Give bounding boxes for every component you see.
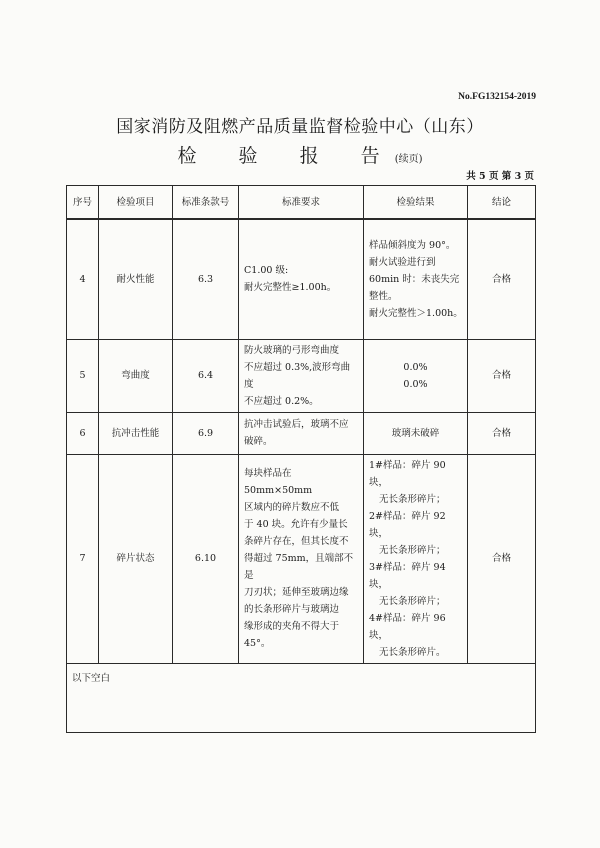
row-number: 4 [67,219,99,339]
result-line: 0.0% [403,361,428,373]
conclusion: 合格 [468,339,536,412]
footer-note: 以下空白 [67,663,536,732]
clause-number: 6.3 [173,219,239,339]
report-number: No.FG132154-2019 [458,92,536,102]
result-line: 耐火完整性＞1.00h。 [369,307,463,319]
col-header-conclusion: 结论 [468,186,536,220]
requirement-line: 每块样品在 50mm×50mm [244,468,313,496]
conclusion: 合格 [468,412,536,454]
requirement-line: 破碎。 [244,436,273,447]
clause-number: 6.4 [173,339,239,412]
requirement-line: 耐火完整性≥1.00h。 [244,282,337,294]
result-line: 3#样品：碎片 94 块， [369,561,446,590]
report-title: 检 验 报 告 [177,145,398,167]
conclusion: 合格 [468,219,536,339]
table-row [67,339,536,412]
row-number: 5 [67,339,99,412]
requirement-line: 45°。 [244,638,271,649]
result-line: 0.0% [403,378,428,390]
requirement-line: 条碎片存在，但其长度不 [244,536,349,547]
result-line: 60min 时：未丧失完 [369,273,460,285]
conclusion: 合格 [468,454,536,663]
requirement-line: 缘形成的夹角不得大于 [244,621,340,632]
col-header-requirement: 标准要求 [239,186,364,220]
result-line: 2#样品：碎片 92 块， [369,510,446,539]
table-header-row [67,186,536,220]
result-line: 样品倾斜度为 90°。 [369,239,456,251]
requirement-line: 不应超过 0.3%,波形弯曲度 [244,361,351,390]
result-line: 无长条形碎片； [379,544,446,556]
requirement-line: 刀刃状；延伸至玻璃边缘 [244,587,349,598]
requirement-cell [239,412,364,454]
result-cell [364,412,468,454]
requirement-line: 得超过 75mm，且端部不是 [244,553,354,581]
col-header-no: 序号 [67,186,99,220]
requirement-line: 防火玻璃的弓形弯曲度 [244,344,340,356]
clause-number: 6.9 [173,412,239,454]
table-row [67,412,536,454]
organization-name: 国家消防及阻燃产品质量监督检验中心（山东） [116,117,484,137]
blank-row [67,663,536,732]
result-line: 无长条形碎片； [379,493,446,505]
result-line: 4#样品：碎片 96 块， [369,612,446,641]
page-info: 共 5 页 第 3 页 [466,171,534,182]
continued-label: (续页) [394,154,423,165]
requirement-cell [239,454,364,663]
row-number: 7 [67,454,99,663]
inspection-table [66,185,536,733]
inspection-item: 抗冲击性能 [99,412,173,454]
result-cell [364,219,468,339]
result-line: 1#样品：碎片 90 块， [369,459,446,488]
requirement-cell [239,339,364,412]
result-line: 无长条形碎片； [379,595,446,607]
col-header-item: 检验项目 [99,186,173,220]
clause-number: 6.10 [173,454,239,663]
requirement-line: 不应超过 0.2%。 [244,395,319,407]
table-row [67,219,536,339]
inspection-item: 碎片状态 [99,454,173,663]
requirement-line: 区域内的碎片数应不低 [244,502,340,513]
requirement-line: 的长条形碎片与玻璃边 [244,604,340,615]
result-line: 无长条形碎片。 [379,646,446,658]
inspection-item: 弯曲度 [99,339,173,412]
requirement-cell [239,219,364,339]
table-row [67,454,536,663]
result-line: 整性。 [369,290,398,302]
inspection-item: 耐火性能 [99,219,173,339]
col-header-result: 检验结果 [364,186,468,220]
result-cell [364,339,468,412]
requirement-line: 抗冲击试验后，玻璃不应 [244,419,349,430]
requirement-line: C1.00 级: [244,265,289,277]
title-row [0,141,600,168]
result-line: 玻璃未破碎 [391,427,440,439]
col-header-clause: 标准条款号 [173,186,239,220]
result-line: 耐火试验进行到 [369,256,436,268]
row-number: 6 [67,412,99,454]
requirement-line: 于 40 块。允许有少量长 [244,519,348,530]
result-cell [364,454,468,663]
